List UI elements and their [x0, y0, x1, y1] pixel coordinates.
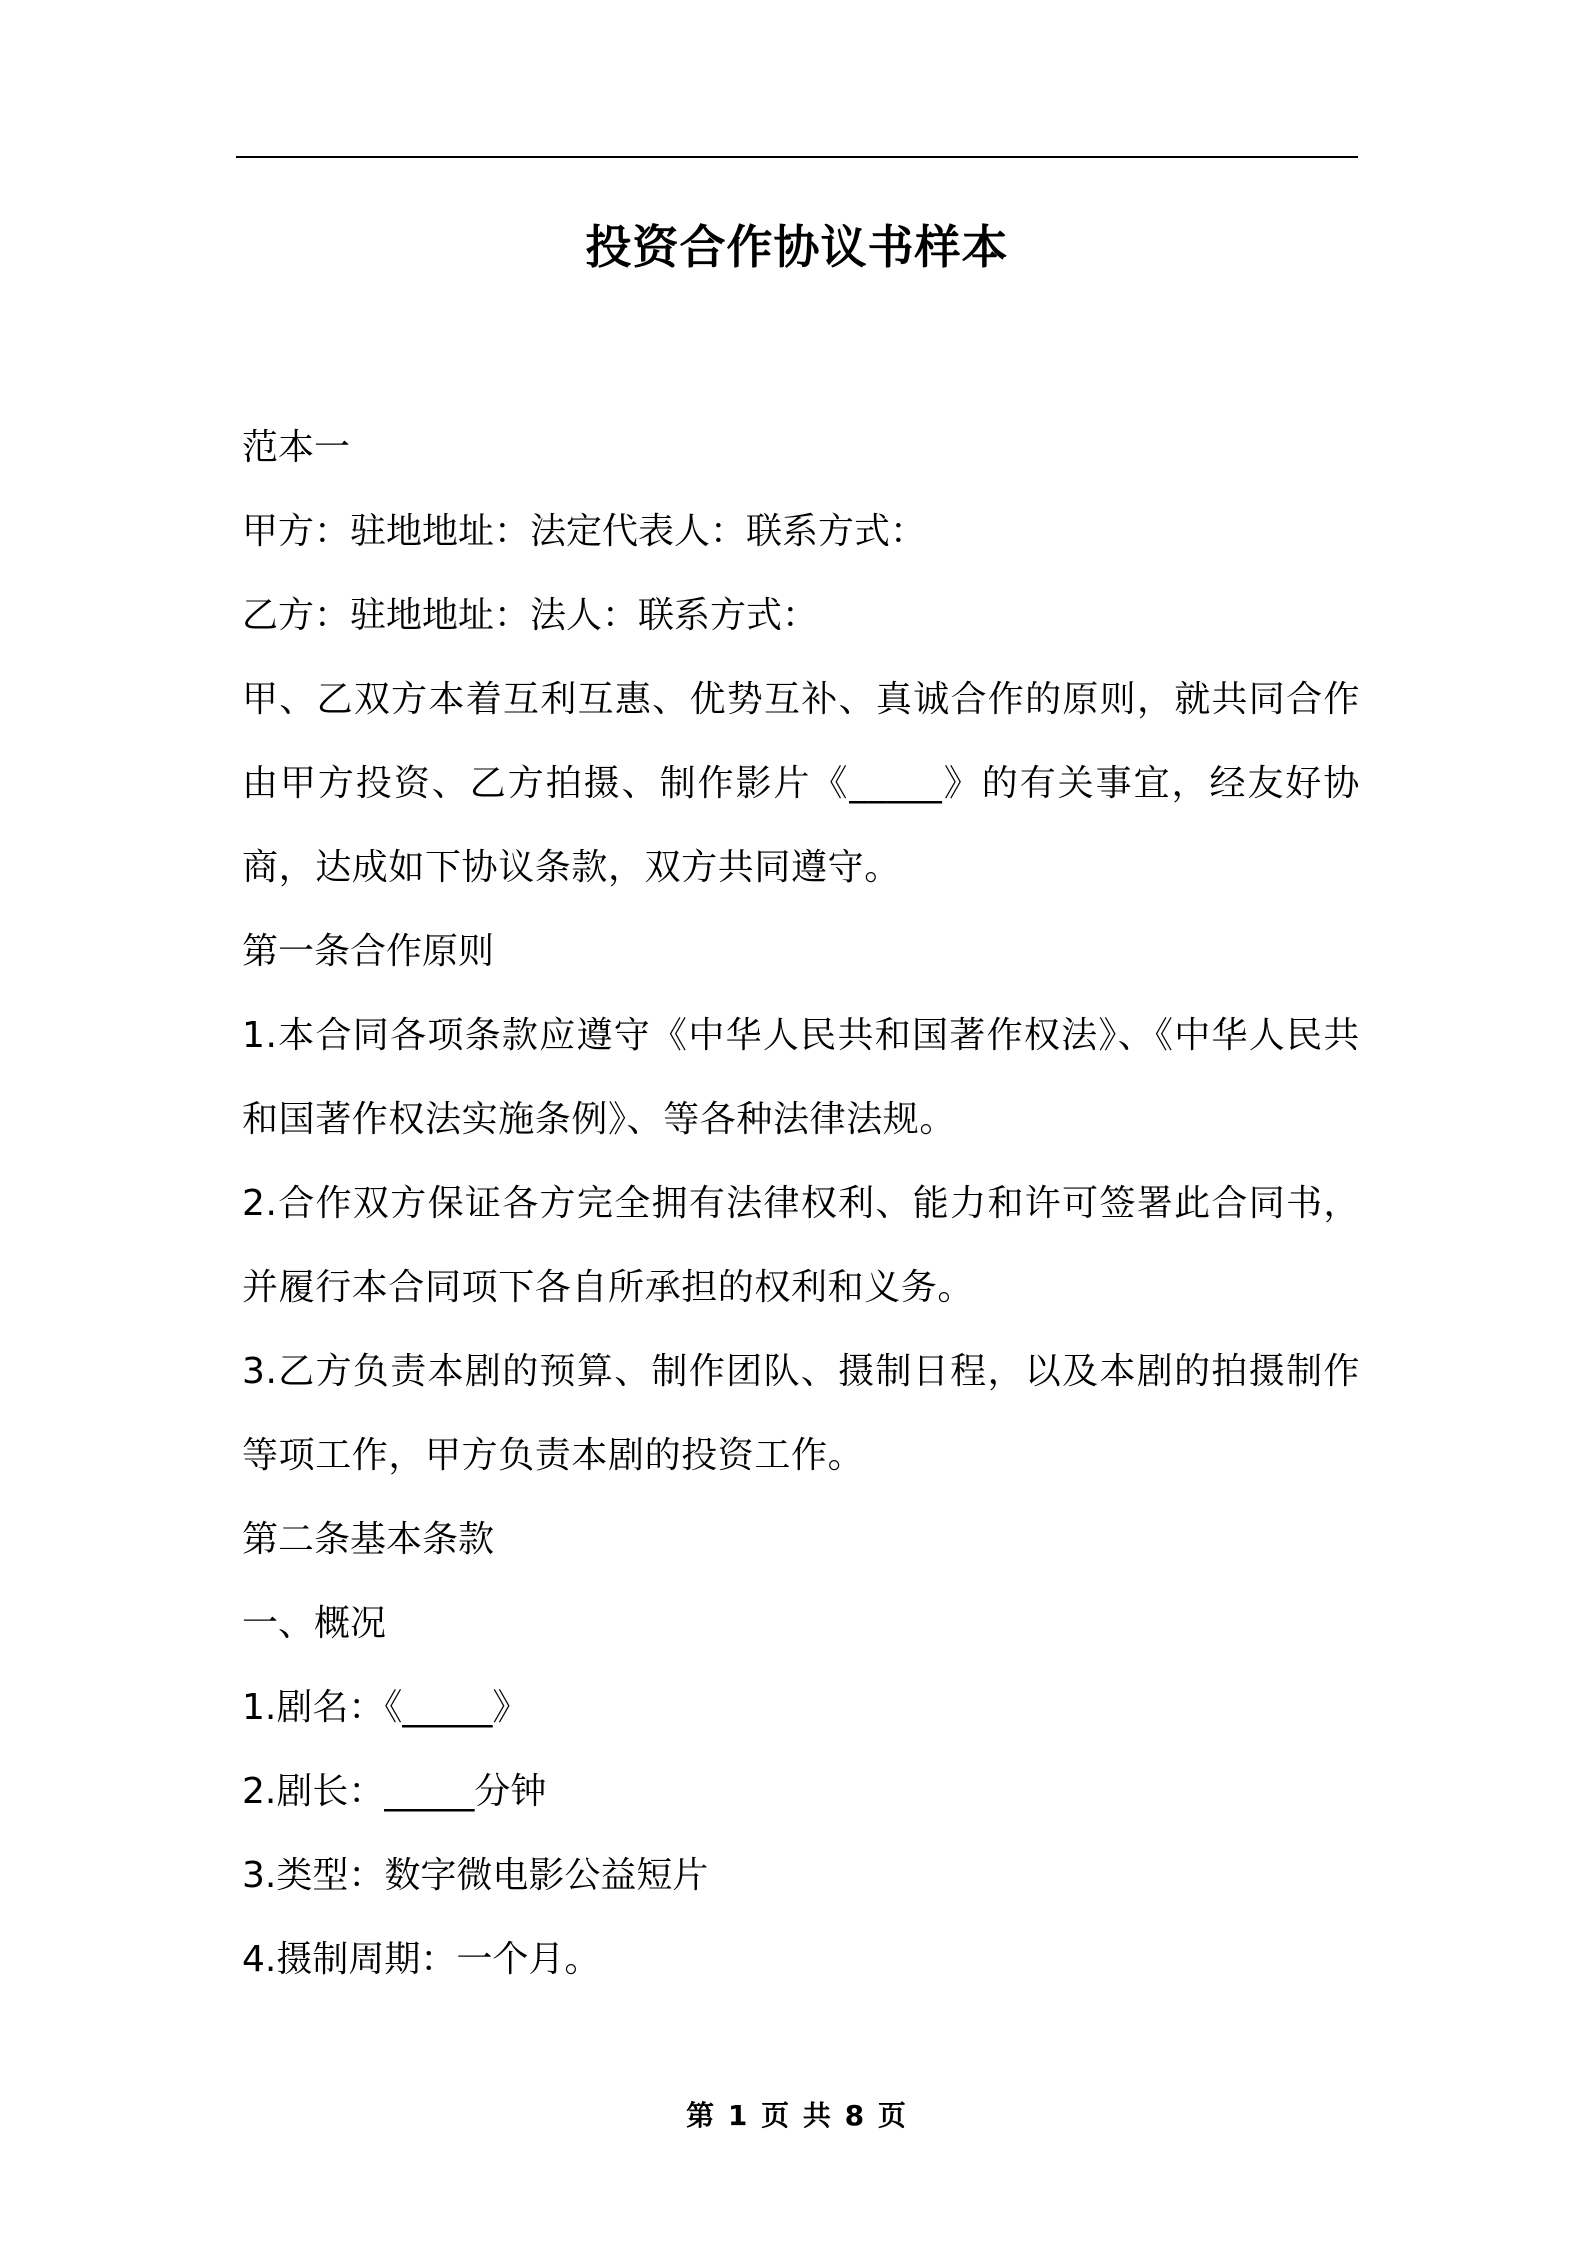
overview-item-length: 2.剧长：_____分钟 [242, 1771, 547, 1812]
article-1-clause-2: 2.合作双方保证各方完全拥有法律权利、能力和许可签署此合同书，并履行本合同项下各自所承担的权利和义务。 [242, 1183, 1360, 1308]
article-1-heading: 第一条合作原则 [242, 931, 495, 972]
overview-item-type: 3.类型：数字微电影公益短片 [242, 1855, 709, 1896]
overview-item-title: 1.剧名：《_____》 [242, 1687, 529, 1728]
article-1-clause-1: 1.本合同各项条款应遵守《中华人民共和国著作权法》、《中华人民共和国著作权法实施条例》、等各种法律法规。 [242, 1015, 1360, 1140]
header-rule [236, 156, 1358, 158]
overview-item-period: 4.摄制周期：一个月。 [242, 1939, 601, 1980]
section-label-sample-one: 范本一 [242, 427, 351, 468]
party-b-line: 乙方：驻地地址：法人：联系方式： [242, 595, 819, 636]
page-number-footer: 第 1 页 共 8 页 [686, 2099, 908, 2132]
preamble-paragraph: 甲、乙双方本着互利互惠、优势互补、真诚合作的原则，就共同合作由甲方投资、乙方拍摄、制作影片《_____》的有关事宜，经友好协商，达成如下协议条款，双方共同遵守。 [242, 679, 1360, 888]
party-a-line: 甲方：驻地地址：法定代表人：联系方式： [242, 511, 927, 552]
overview-heading: 一、概况 [242, 1603, 387, 1644]
article-1-clause-3: 3.乙方负责本剧的预算、制作团队、摄制日程，以及本剧的拍摄制作等项工作，甲方负责本剧的投资工作。 [242, 1351, 1360, 1476]
document-body [242, 406, 1360, 2002]
document-title: 投资合作协议书样本 [585, 220, 1009, 274]
article-2-heading: 第二条基本条款 [242, 1519, 495, 1560]
